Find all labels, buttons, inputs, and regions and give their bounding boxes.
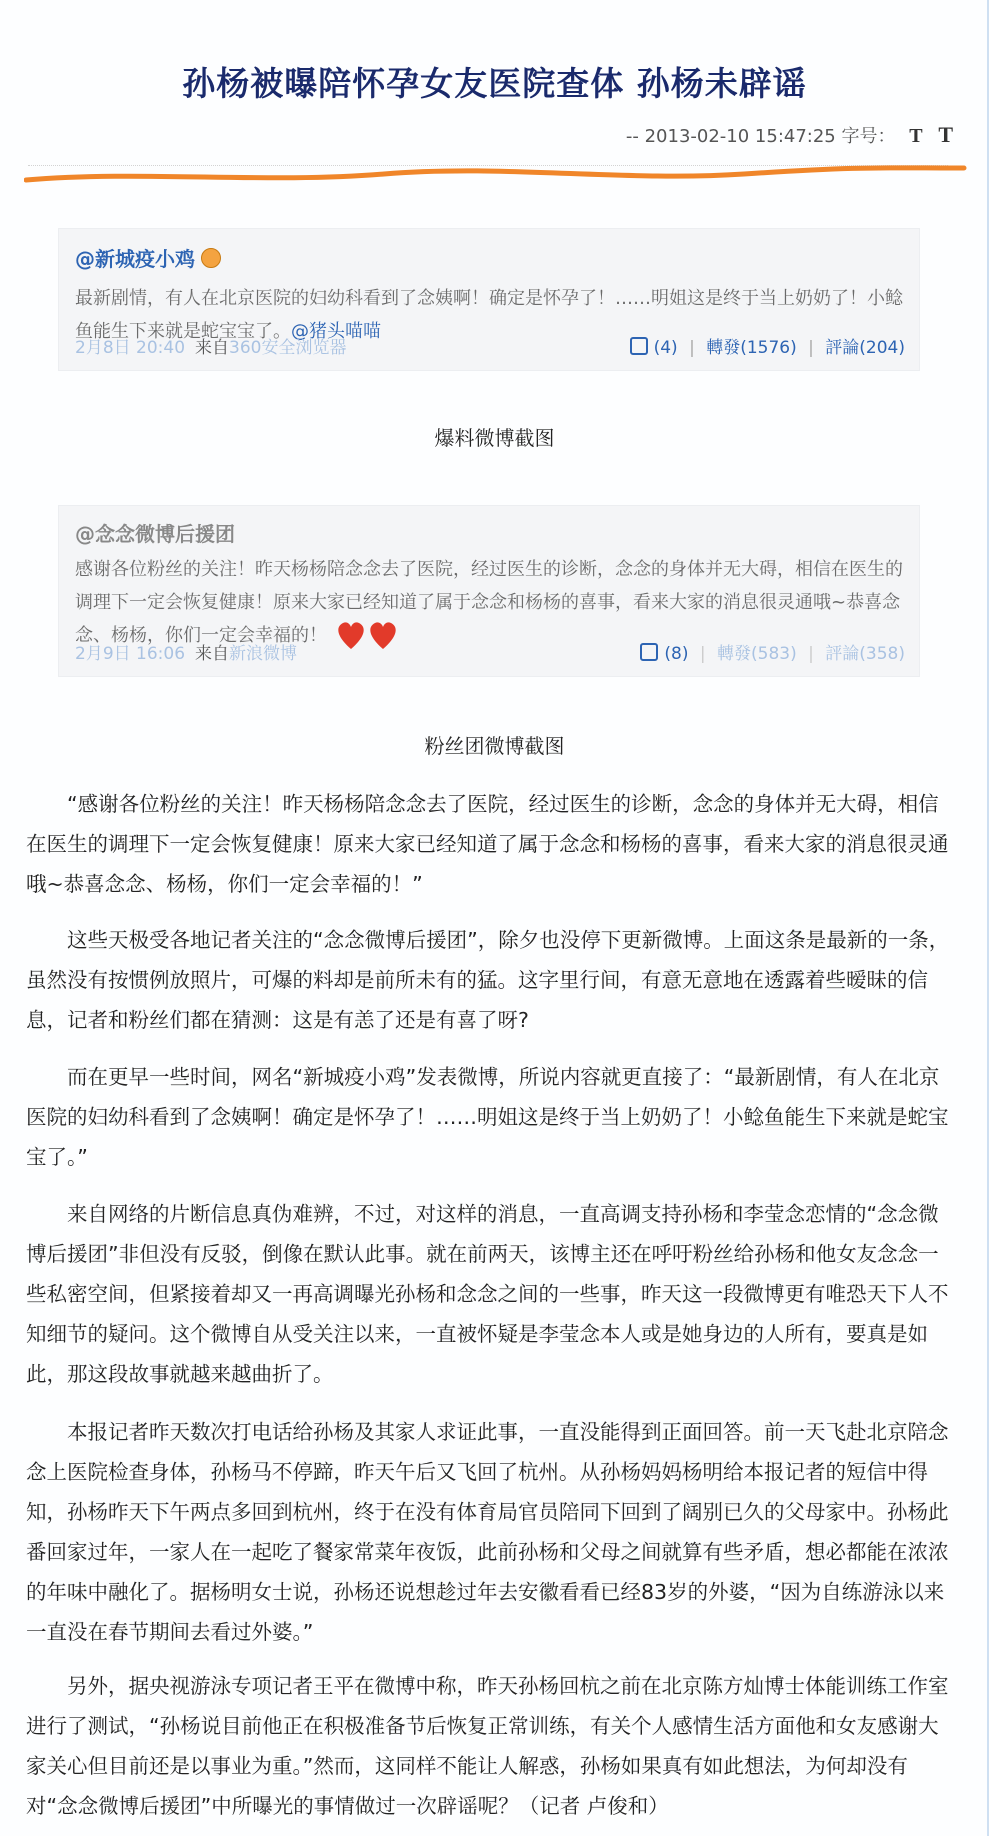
thumbs-up-icon xyxy=(630,337,648,355)
weibo-actions: (4) | 轉發(1576) | 評論(204) xyxy=(624,333,905,358)
weibo-reposts: 轉發(583) xyxy=(717,644,797,664)
article-paragraph: 而在更早一些时间，网名“新城疫小鸡”发表微博，所说内容就更直接了：“最新剧情，有人在北京医院的妇幼科看到了念姨啊！确定是怀孕了！……明姐这是终于当上奶奶了！小鲶鱼能生下来就是蛇宝宝了。” xyxy=(26,1065,949,1169)
article-paragraph: 另外，据央视游泳专项记者王平在微博中称，昨天孙杨回杭之前在北京陈方灿博士体能训练工作室进行了测试，“孙杨说目前他正在积极准备节后恢复正常训练，有关个人感情生活方面他和女友感谢大家关心但目前还是以事业为重。”然而，这同样不能让人解惑，孙杨如果真有如此想法，为何却没有对“念念微博后援团”中所曝光的事情做过一次辟谣呢？（记者 卢俊和） xyxy=(26,1674,949,1818)
font-size-large-button[interactable]: T xyxy=(938,122,953,147)
weibo-likes: (8) xyxy=(664,644,689,664)
weibo-text: 最新剧情，有人在北京医院的妇幼科看到了念姨啊！确定是怀孕了！……明姐这是终于当上奶奶了！小鲶鱼能生下来就是蛇宝宝了。 xyxy=(75,288,903,342)
article-title: 孙杨被曝陪怀孕女友医院查体 孙杨未辟谣 xyxy=(182,64,807,103)
screenshot-caption-2: 粉丝团微博截图 xyxy=(424,734,565,758)
article-paragraph: 这些天极受各地记者关注的“念念微博后援团”，除夕也没停下更新微博。上面这条是最新的一条，虽然没有按惯例放照片，可爆的料却是前所未有的猛。这字里行间，有意无意地在透露着些暧昧的信息，记者和粉丝们都在猜测：这是有恙了还是有喜了呀? xyxy=(26,928,950,1032)
weibo-reposts: 轉發(1576) xyxy=(706,338,797,358)
weibo-actions: (8) | 轉發(583) | 評論(358) xyxy=(634,639,905,664)
font-size-small-button[interactable]: T xyxy=(909,125,923,147)
weibo-screenshot-1 xyxy=(58,228,920,371)
article-meta xyxy=(626,122,953,148)
article-paragraph: 本报记者昨天数次打电话给孙杨及其家人求证此事，一直没能得到正面回答。前一天飞赴北京陪念念上医院检查身体，孙杨马不停蹄，昨天午后又飞回了杭州。从孙杨妈妈杨明给本报记者的短信中得知，孙杨昨天下午两点多回到杭州，终于在没有体育局官员陪同下回到了阔别已久的父母家中。孙杨此番回家过年，一家人在一起吃了餐家常菜年夜饭，此前孙杨和父母之间就算有些矛盾，想必都能在浓浓的年味中融化了。据杨明女士说，孙杨还说想趁过年去安徽看看已经83岁的外婆，“因为自练游泳以来一直没在春节期间去看过外婆。” xyxy=(26,1420,949,1644)
weibo-screenshot-2 xyxy=(58,505,920,677)
weibo-likes: (4) xyxy=(653,338,678,358)
weibo-comments: 評論(204) xyxy=(825,338,905,358)
screenshot-caption-1: 爆料微博截图 xyxy=(434,426,555,450)
highlight-underline xyxy=(24,160,969,190)
font-size-label: 字号： xyxy=(841,126,896,147)
weibo-username: @新城疫小鸡 xyxy=(75,247,195,271)
weibo-footer xyxy=(75,639,905,664)
weibo-footer xyxy=(75,333,905,358)
article-paragraph: “感谢各位粉丝的关注！昨天杨杨陪念念去了医院，经过医生的诊断，念念的身体并无大碍，相信在医生的调理下一定会恢复健康！原来大家已经知道了属于念念和杨杨的喜事，看来大家的消息很灵通哦~恭喜念念、杨杨，你们一定会幸福的！” xyxy=(26,792,949,896)
weibo-mention: @猪头喵喵 xyxy=(291,321,381,342)
weibo-text: 感谢各位粉丝的关注！昨天杨杨陪念念去了医院，经过医生的诊断，念念的身体并无大碍，相信在医生的调理下一定会恢复健康！原来大家已经知道了属于念念和杨杨的喜事，看来大家的消息很灵通哦~恭喜念念、杨杨，你们一定会幸福的！ xyxy=(75,559,903,646)
weibo-from-label: 来自 xyxy=(195,338,230,358)
weibo-source: 新浪微博 xyxy=(229,644,298,664)
weibo-username: @念念微博后援团 xyxy=(75,522,235,546)
weibo-body xyxy=(75,553,903,652)
weibo-date: 2月8日 20:40 xyxy=(75,338,186,358)
weibo-date: 2月9日 16:06 xyxy=(75,644,186,664)
publish-datetime: -- 2013-02-10 15:47:25 xyxy=(625,126,836,147)
crown-icon xyxy=(201,248,221,268)
weibo-from-label: 来自 xyxy=(195,644,230,664)
thumbs-up-icon xyxy=(640,643,658,661)
weibo-comments: 評論(358) xyxy=(825,644,905,664)
article-paragraph: 来自网络的片断信息真伪难辨，不过，对这样的消息，一直高调支持孙杨和李莹念恋情的“念念微博后援团”非但没有反驳，倒像在默认此事。就在前两天，该博主还在呼吁粉丝给孙杨和他女友念念一些私密空间，但紧接着却又一再高调曝光孙杨和念念之间的一些事，昨天这一段微博更有唯恐天下人不知细节的疑问。这个微博自从受关注以来，一直被怀疑是李莹念本人或是她身边的人所有，要真是如此，那这段故事就越来越曲折了。 xyxy=(26,1202,949,1386)
weibo-source: 360安全浏览器 xyxy=(229,338,347,358)
